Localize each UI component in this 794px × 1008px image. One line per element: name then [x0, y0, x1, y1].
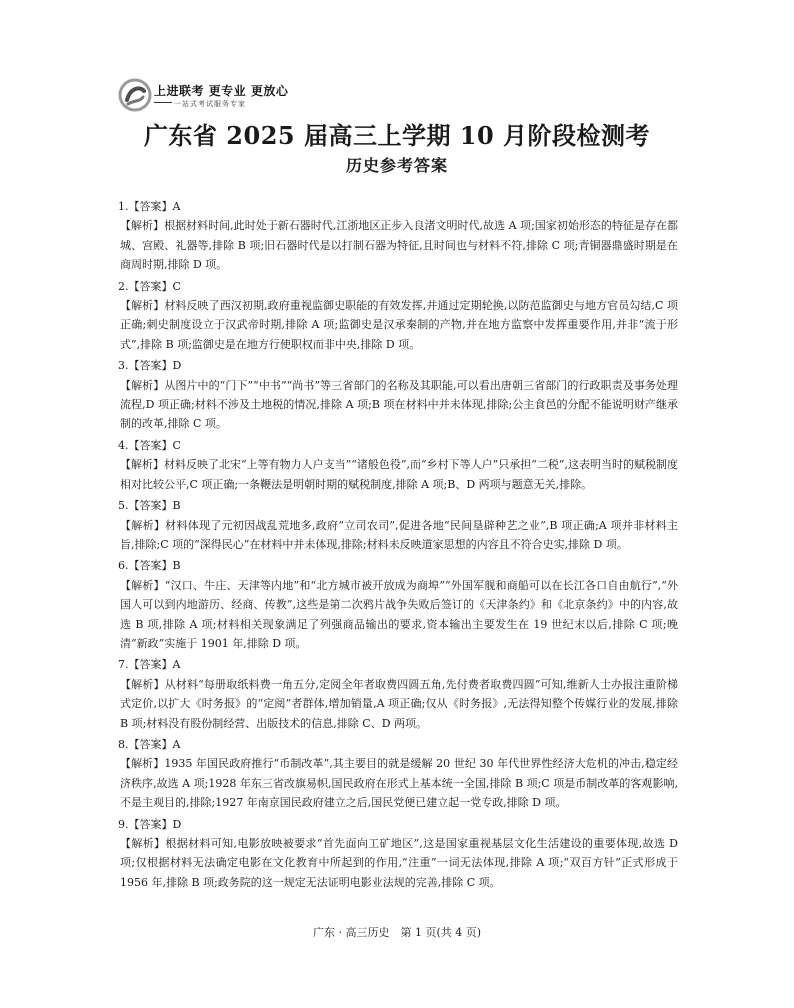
analysis-text: 【解析】“汉口、牛庄、天津等内地”和“北方城市被开放成为商埠”“外国军舰和商船可以在长江各口自由航行”,“外国人可以到内地游历、经商、传教”,这些是第二次鸦片战争失败后签订的《天津条约》和《北京条约》中的内容,故选 B 项,排除 A 项;材料相关现象满足了列强商品输出的要求,资本输出主要发生在 19 世纪末以后,排除 C 项;晚清“新政”实施于 1901 年,排除 D 项。 [120, 578, 678, 650]
answer-line: 9.【答案】D [118, 817, 182, 831]
question-item [118, 277, 678, 355]
analysis-text: 【解析】材料反映了北宋“上等有物力人户支当”“诸般色役”,而“乡村下等人户”只承担“二税”,这表明当时的赋税制度相对比较公平,C 项正确;一条鞭法是明朝时期的赋税制度,排除 A 项;B、D 两项与题意无关,排除。 [120, 458, 678, 491]
question-item [118, 655, 678, 733]
question-item [118, 815, 678, 893]
brand-header [118, 78, 318, 112]
question-item [118, 556, 678, 653]
question-item [118, 735, 678, 813]
analysis-text: 【解析】根据材料时间,此时处于新石器时代,江浙地区正步入良渚文明时代,故选 A 项;国家初始形态的特征是存在都城、宫殿、礼器等,排除 B 项;旧石器时代是以打制石器为特征,且时间也与材料不符,排除 C 项;青铜器鼎盛时期是在商周时期,排除 D 项。 [120, 219, 678, 272]
analysis-text: 【解析】从图片中的“门下”“中书”“尚书”等三省部门的名称及其职能,可以看出唐朝三省部门的行政职责及事务处理流程,D 项正确;材料不涉及土地税的情况,排除 A 项;B 项在材料中并未体现,排除;公主食邑的分配不能说明财产继承制的改革,排除 C 项。 [120, 378, 678, 431]
answer-line: 3.【答案】D [118, 359, 182, 373]
brand-subtitle: 一站式考试服务专家 [174, 100, 246, 108]
question-item [118, 436, 678, 494]
answer-line: 4.【答案】C [118, 438, 181, 452]
brand-logo-icon [118, 78, 152, 112]
page-subtitle: 历史参考答案 [345, 156, 448, 175]
analysis-text: 【解析】1935 年国民政府推行“币制改革”,其主要目的就是缓解 20 世纪 30 年代世界性经济大危机的冲击,稳定经济秩序,故选 A 项;1928 年东三省改旗易帜,国民政府在形式上基本统一全国,排除 B 项;C 项是币制改革的客观影响,不是主观目的,排除;1927 年南京国民政府建立之后,国民党便已建立起一党专政,排除 D 项。 [120, 757, 678, 810]
page-title: 广东省 2025 届高三上学期 10 月阶段检测考 [143, 121, 651, 150]
answer-list [118, 197, 678, 894]
question-item [118, 197, 678, 275]
answer-line: 2.【答案】C [118, 279, 181, 293]
answer-line: 6.【答案】B [118, 559, 181, 573]
answer-line: 5.【答案】B [118, 499, 181, 513]
answer-line: 1.【答案】A [118, 200, 181, 213]
brand-divider [154, 102, 172, 103]
answer-line: 7.【答案】A [118, 658, 181, 672]
analysis-text: 【解析】材料反映了西汉初期,政府重视监御史职能的有效发挥,并通过定期轮换,以防范监御史与地方官员勾结,C 项正确;刺史制度设立于汉武帝时期,排除 A 项;监御史是汉承秦制的产物,并在地方监察中发挥重要作用,并非“流于形式”,排除 B 项;监御史是在地方行使职权而非中央,排除 D 项。 [120, 299, 678, 351]
analysis-text: 【解析】根据材料可知,电影放映被要求“首先面向工矿地区”,这是国家重视基层文化生活建设的重要体现,故选 D 项;仅根据材料无法确定电影在文化教育中所起到的作用,“注重”一词无法体现,排除 A 项;“双百方针”正式形成于 1956 年,排除 B 项;政务院的这一规定无法证明电影业法规的完善,排除 C 项。 [120, 837, 678, 889]
analysis-text: 【解析】材料体现了元初因战乱荒地多,政府“立司农司”,促进各地“民间垦辟种艺之业”,B 项正确;A 项并非材料主旨,排除;C 项的“深得民心”在材料中并未体现,排除;材料未反映道家思想的内容且不符合史实,排除 D 项。 [120, 518, 678, 551]
question-item [118, 496, 678, 554]
answer-line: 8.【答案】A [118, 737, 181, 751]
brand-slogan: 上进联考 更专业 更放心 [154, 84, 289, 98]
page-footer: 广东 · 高三历史 第 1 页(共 4 页) [312, 926, 482, 939]
analysis-text: 【解析】从材料“每册取纸料费一角五分,定阅全年者取费四圆五角,先付费者取费四圆”可知,维新人士办报注重阶梯式定价,以扩大《时务报》的“定阅”者群体,增加销量,A 项正确;仅从《时务报》,无法得知整个传媒行业的发展,排除 B 项;材料没有股份制经营、出版技术的信息,排除 C、D 两项。 [120, 677, 678, 730]
question-item [118, 356, 678, 434]
